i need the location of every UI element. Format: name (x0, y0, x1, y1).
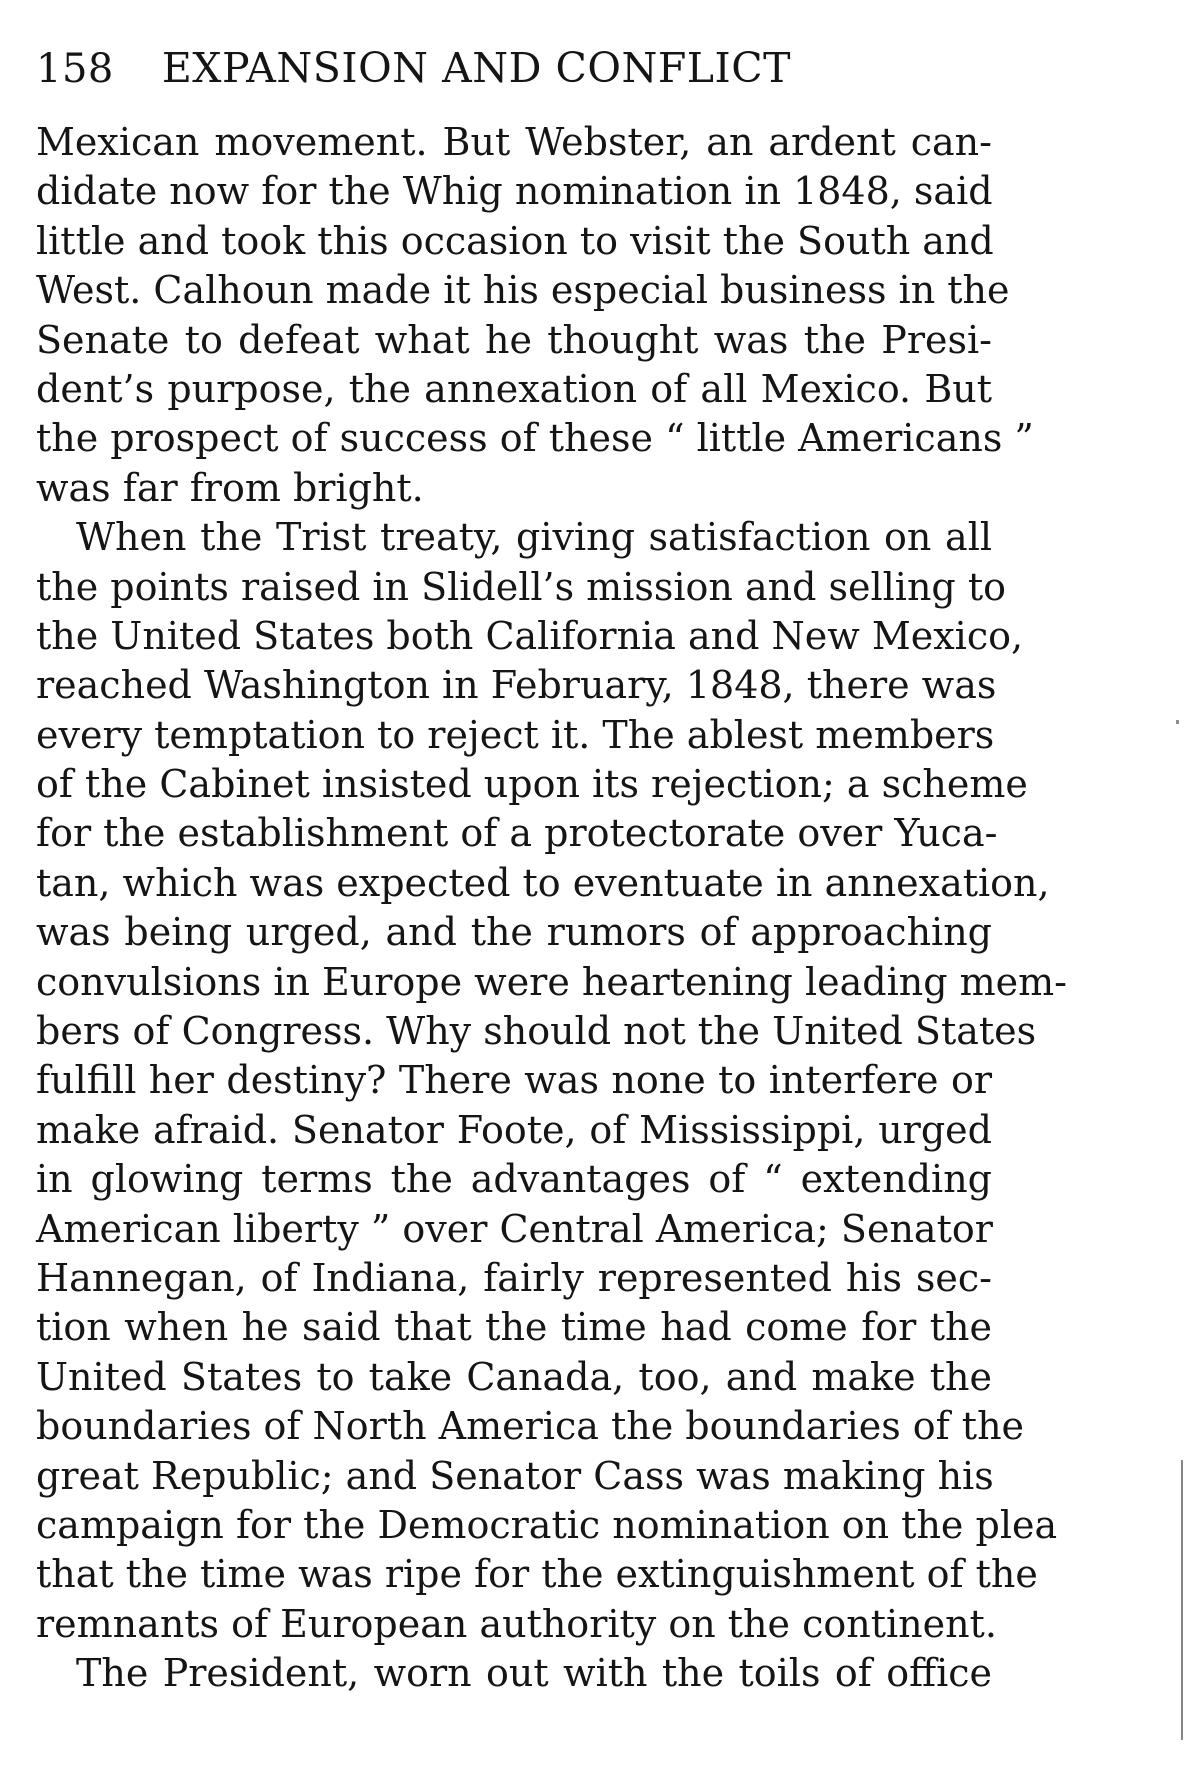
body-text (36, 118, 1068, 1699)
text-line: every temptation to reject it. The ablest members (36, 712, 995, 757)
text-line: fulfill her destiny? There was none to interfere or (36, 1058, 992, 1103)
text-line: for the establishment of a protectorate over Yuca- (36, 811, 998, 856)
running-head: EXPANSION AND CONFLICT (161, 44, 791, 92)
page-number: 158 (36, 46, 114, 92)
text-line: remnants of European authority on the continent. (36, 1601, 997, 1646)
text-line: the United States both California and New Mexico, (36, 613, 1024, 658)
paragraph-1 (36, 118, 1034, 513)
paragraph-2 (36, 513, 1068, 1649)
text-line: The President, worn out with the toils of office (76, 1651, 992, 1696)
scan-edge-mark (1181, 1460, 1183, 1740)
text-line: was far from bright. (36, 465, 424, 510)
text-line: tion when he said that the time had come for the (36, 1305, 992, 1350)
text-line: make afraid. Senator Foote, of Mississippi, urged (36, 1107, 992, 1152)
text-line: tan, which was expected to eventuate in annexation, (36, 860, 1050, 905)
text-line: that the time was ripe for the extinguishment of the (36, 1552, 1038, 1597)
text-line: Mexican movement. But Webster, an ardent can- (36, 120, 992, 164)
scan-speck (1176, 720, 1179, 724)
page-header (36, 44, 996, 104)
text-line: convulsions in Europe were heartening leading mem- (36, 959, 1068, 1004)
text-line: American liberty ” over Central America; Senator (36, 1206, 993, 1251)
text-line: little and took this occasion to visit the South and (36, 218, 994, 263)
text-line: dent’s purpose, the annexation of all Mexico. But (36, 366, 992, 411)
text-line: didate now for the Whig nomination in 1848, said (36, 169, 993, 214)
text-line: in glowing terms the advantages of “ extending (36, 1157, 992, 1202)
text-line: boundaries of North America the boundaries of the (36, 1404, 1025, 1449)
text-line: United States to take Canada, too, and make the (36, 1354, 992, 1399)
text-line: the points raised in Slidell’s mission and selling to (36, 564, 1006, 609)
text-line: was being urged, and the rumors of approaching (36, 910, 992, 955)
text-line: Hannegan, of Indiana, fairly represented his sec- (36, 1255, 992, 1300)
text-line: great Republic; and Senator Cass was making his (36, 1453, 994, 1498)
text-line: the prospect of success of these “ little Americans ” (36, 416, 1034, 461)
text-line: reached Washington in February, 1848, there was (36, 663, 997, 708)
text-line: campaign for the Democratic nomination on the plea (36, 1502, 1058, 1547)
text-line: West. Calhoun made it his especial business in the (36, 268, 1010, 313)
text-line: of the Cabinet insisted upon its rejection; a scheme (36, 762, 1028, 807)
text-line: When the Trist treaty, giving satisfaction on all (76, 515, 992, 560)
paragraph-3 (36, 1649, 992, 1698)
text-line: bers of Congress. Why should not the United States (36, 1009, 1037, 1054)
text-line: Senate to defeat what he thought was the Presi- (36, 317, 992, 362)
